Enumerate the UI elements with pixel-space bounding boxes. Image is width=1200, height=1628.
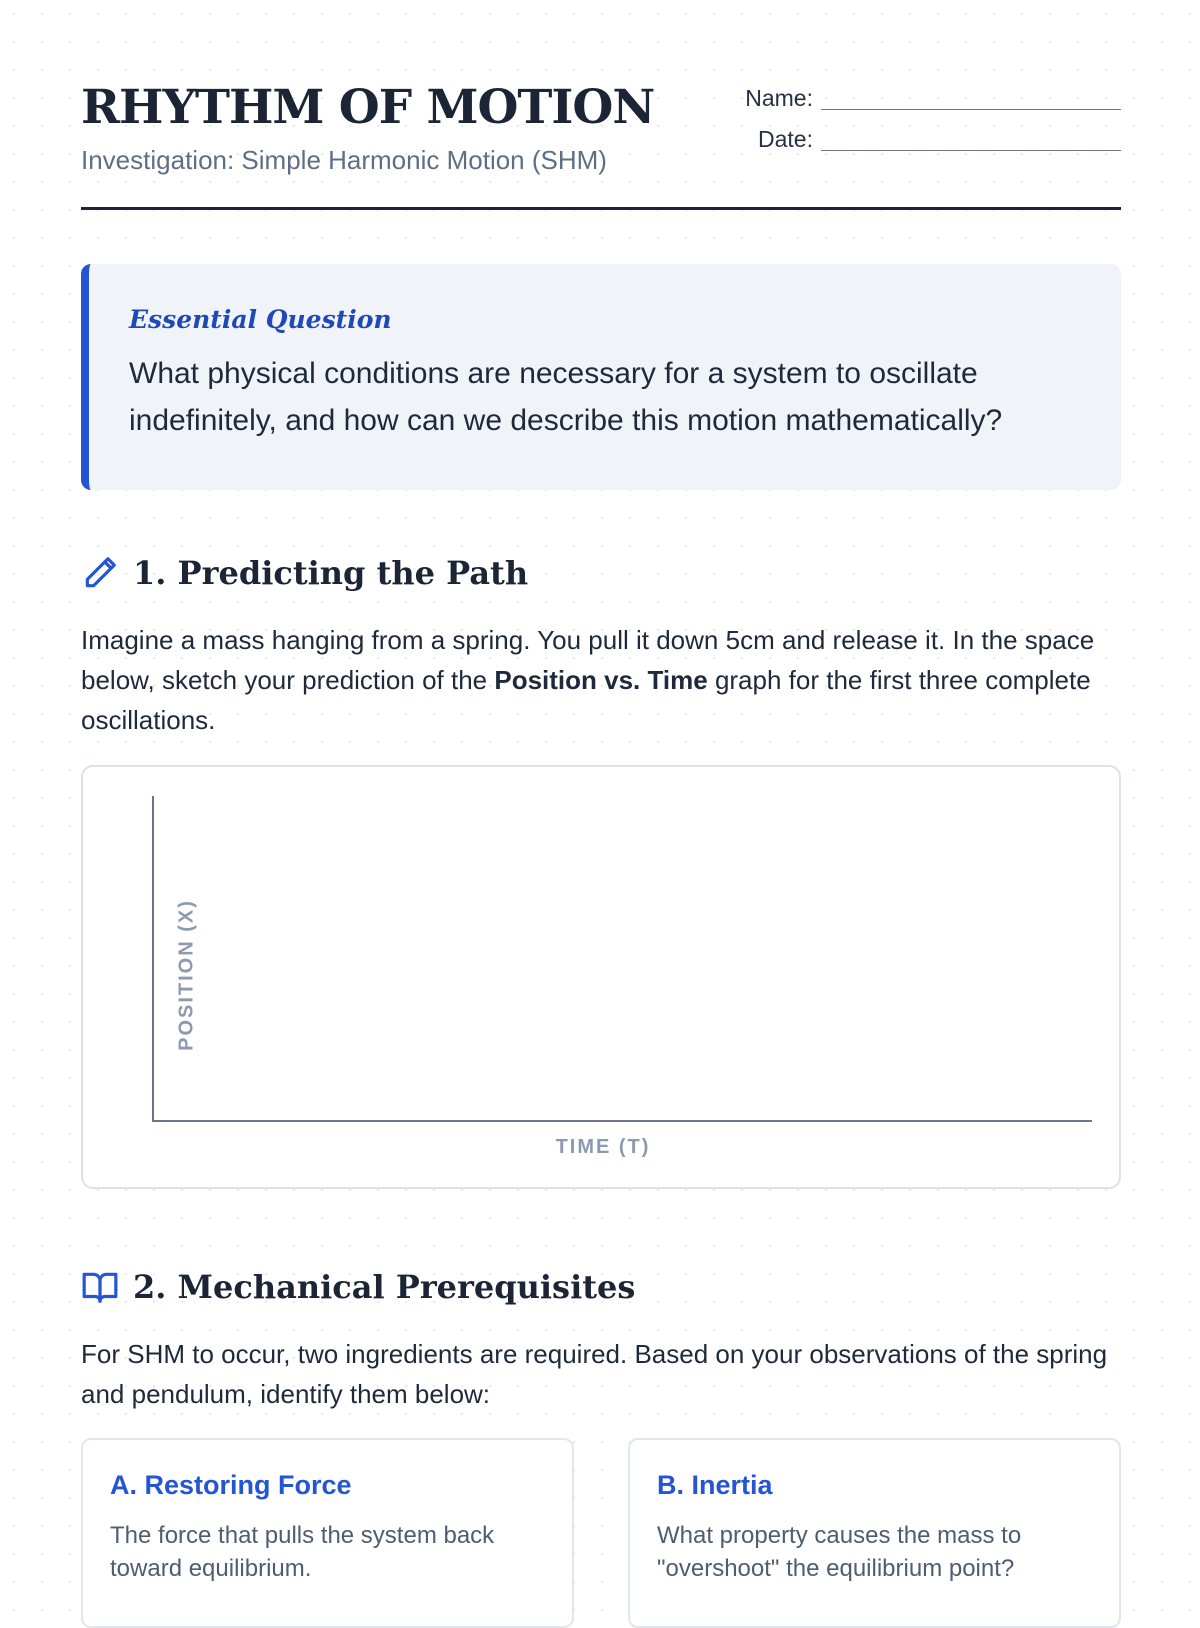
name-input-line[interactable]: [821, 87, 1121, 110]
section-1-title: 1. Predicting the Path: [133, 554, 529, 592]
date-field: [701, 123, 1121, 151]
section-1-text-start: Imagine a mass hanging from a spring. You pull it down 5cm and release it. In the space below, sketch your prediction of the: [81, 625, 1095, 695]
section-2-title: 2. Mechanical Prerequisites: [133, 1268, 636, 1306]
card-title: B. Inertia: [657, 1470, 773, 1500]
worksheet-header: [81, 0, 1121, 212]
date-input-line[interactable]: [821, 128, 1121, 151]
worksheet-page: [81, 0, 1121, 1582]
book-open-icon: [81, 1268, 119, 1306]
essential-question-box: [81, 264, 1121, 490]
y-axis-label: POSITION (X): [175, 899, 198, 1051]
page-subtitle: Investigation: Simple Harmonic Motion (SHM): [81, 145, 607, 175]
date-label: Date:: [758, 126, 813, 152]
section-2-instructions: For SHM to occur, two ingredients are required. Based on your observations of the spring and pendulum, identify them below:: [81, 1339, 1108, 1409]
name-field: [701, 82, 1121, 110]
sketch-area[interactable]: [81, 765, 1121, 1189]
section-1-text-emphasis: Position vs. Time: [494, 665, 708, 695]
x-axis-line: [152, 1120, 1092, 1122]
card-description: What property causes the mass to "overshoot" the equilibrium point?: [657, 1522, 1022, 1582]
header-divider: [81, 207, 1121, 210]
essential-question-text: What physical conditions are necessary for a system to oscillate indefinitely, and how can we describe this motion mathematically?: [129, 356, 1003, 437]
section-1-text-end: graph for the first three complete oscillations.: [81, 665, 1091, 735]
essential-question-label: Essential Question: [129, 305, 392, 334]
student-info-fields: [701, 82, 1121, 164]
section-2-heading: [81, 1268, 635, 1306]
page-title: RHYTHM OF MOTION: [81, 80, 655, 135]
name-label: Name:: [745, 85, 813, 111]
pencil-icon: [81, 554, 119, 592]
section-1-heading: [81, 554, 528, 592]
section-1-instructions: [81, 620, 1121, 740]
x-axis-label: TIME (T): [555, 1136, 651, 1158]
card-description: The force that pulls the system back toward equilibrium.: [110, 1522, 495, 1582]
card-title: A. Restoring Force: [110, 1470, 352, 1500]
y-axis-line: [152, 796, 154, 1122]
